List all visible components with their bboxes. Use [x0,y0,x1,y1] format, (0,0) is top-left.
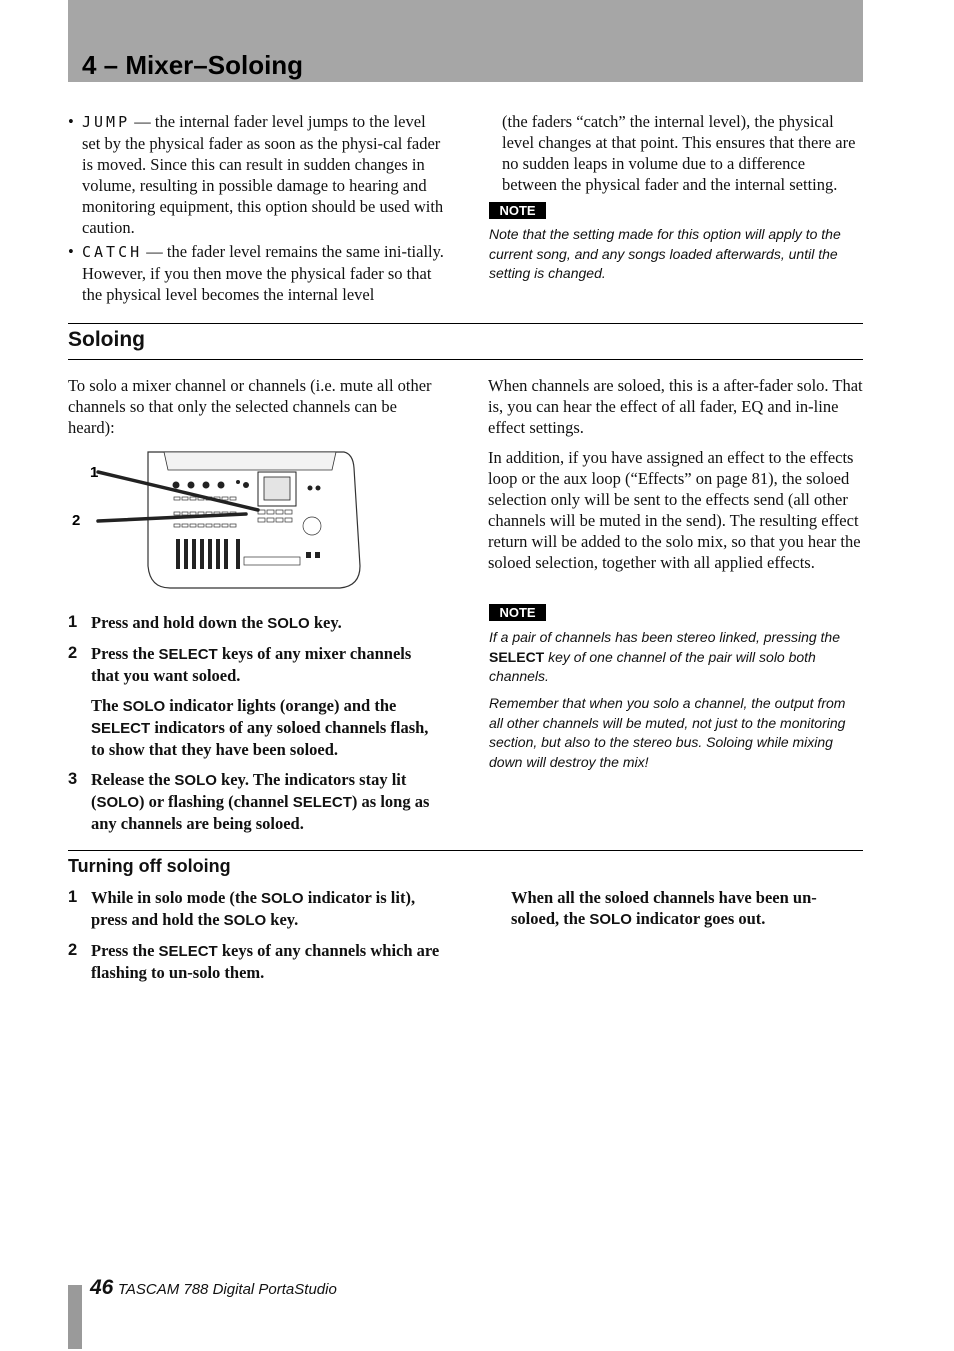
note-text: Note that the setting made for this option will apply to the current song, and any songs loaded afterwards, until the setting is changed. [489,226,841,281]
lcd-term-jump: JUMP [82,113,131,131]
subsection-title: Turning off soloing [68,856,231,876]
section-title: Soloing [68,328,145,351]
intro-paragraph: To solo a mixer channel or channels (i.e. mute all other channels so that only the selected channels can be heard): [68,376,432,437]
portastudio-illustration [68,448,368,598]
right-paragraph-2: In addition, if you have assigned an effect to the effects loop or the aux loop (“Effects” on page 81), the soloed selection only will be sent to the effects send (all other channels will be muted in the send). The resulting effect return will be added to the solo mix, so that you hear the soloed selection, together with all applied effects. [488,448,861,572]
lcd-term-catch: CATCH [82,243,143,261]
step-3: 3 Release the SOLO key. The indicators stay lit (SOLO) or flashing (channel SELECT) as long as any channels are being soloed. [68,770,430,833]
callout-2: 2 [72,512,81,529]
callout-1: 1 [90,464,99,481]
footer-bar [68,1285,82,1349]
footer [90,1276,337,1300]
step-1: 1 Press and hold down the SOLO key. [68,613,342,632]
off-result: When all the soloed channels have been un-soloed, the SOLO indicator goes out. [511,888,817,928]
chapter-title: 4 – Mixer–Soloing [82,50,304,80]
mixer-figure [68,448,368,598]
note-badge-2: NOTE [489,604,546,621]
section-rule-top [68,323,863,324]
subsection-rule [68,850,863,851]
footer-title: TASCAM 788 Digital PortaStudio [117,1281,337,1298]
bullet-continuation: (the faders “catch” the internal level), the physical level changes at that point. This ensures that there are no sudden leaps in volume due to a difference between the physical fader and the internal setting. [502,112,856,194]
bullet-jump: • JUMP — the internal fader level jumps to the level set by the physical fader as soon as the physi-cal fader is moved. Since this can result in sudden changes in volume, resulting in possible damage to hearing and monitoring equipment, this option should be used with caution. [68,112,444,237]
off-step-2: 2 Press the SELECT keys of any channels which are flashing to un-solo them. [68,941,440,982]
bullet-catch: • CATCH — the fader level remains the same ini-tially. However, if you then move the physical fader so that the physical level becomes the internal level [68,242,444,304]
note-text-2: If a pair of channels has been stereo linked, pressing the SELECT key of one channel of the pair will solo both channels. [489,629,840,684]
right-paragraph-1: When channels are soloed, this is a after-fader solo. That is, you can hear the effect of all fader, EQ and in-line effect settings. [488,376,863,437]
page-number: 46 [90,1276,114,1299]
bullet-list [68,111,444,305]
step-2-result: The SOLO indicator lights (orange) and the SELECT indicators of any soloed channels flash, to show that they have been soloed. [91,696,429,759]
note-text-3: Remember that when you solo a channel, the output from all other channels will be muted, not just to the monitoring section, but also to the stereo bus. Soloing while mixing down will destroy the mix! [489,695,846,770]
step-2: 2 Press the SELECT keys of any mixer channels that you want soloed. [68,644,412,685]
note-badge: NOTE [489,202,546,219]
section-rule-bottom [68,359,863,360]
off-step-1: 1 While in solo mode (the SOLO indicator is lit), press and hold the SOLO key. [68,888,416,929]
off-steps [68,887,446,983]
solo-steps [68,612,440,834]
